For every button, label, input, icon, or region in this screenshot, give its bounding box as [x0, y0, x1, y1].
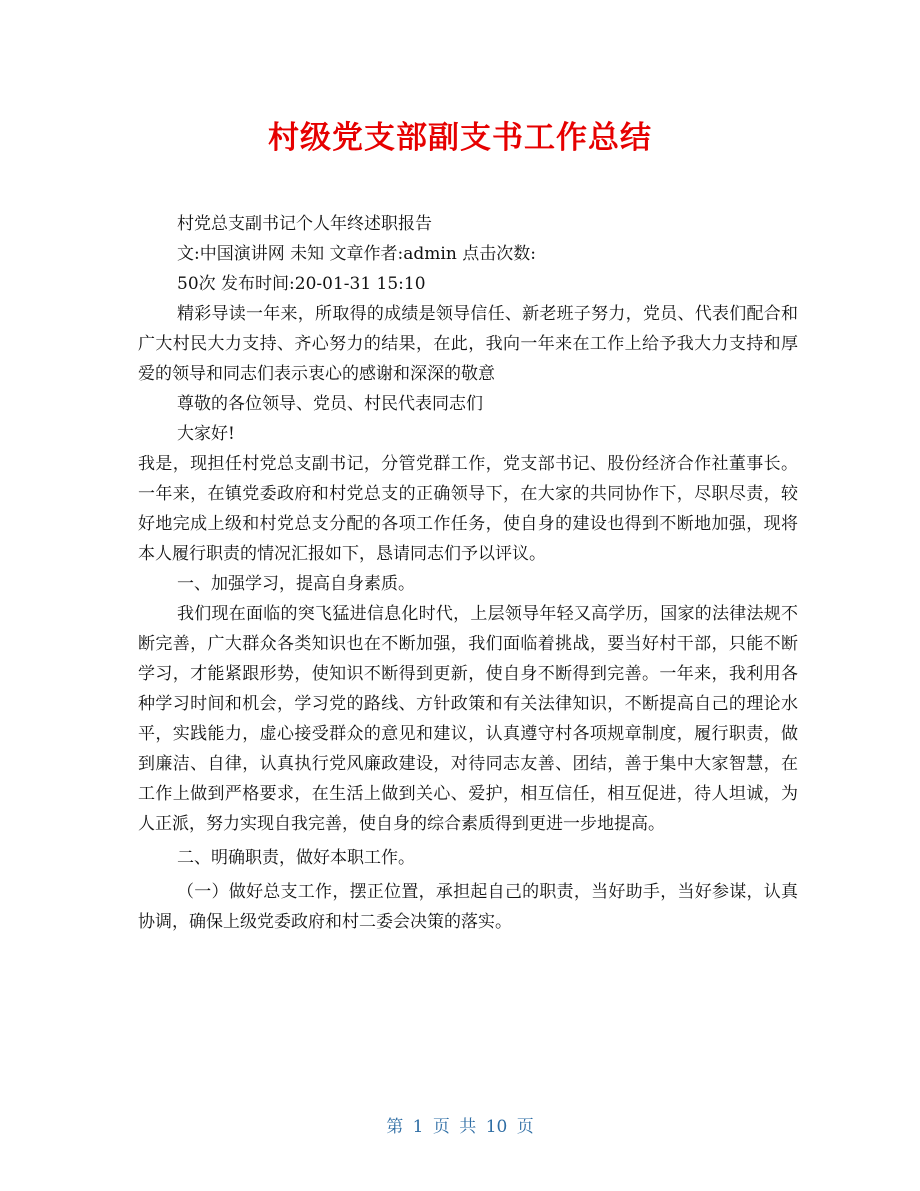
publish-info: 50次 发布时间:20-01-31 15:10 — [177, 274, 426, 294]
greeting: 大家好! — [177, 424, 235, 444]
self-introduction-paragraph: 我是，现担任村党总支副书记，分管党群工作，党支部书记、股份经济合作社董事长。一年来，在镇党委政府和村党总支的正确领导下，在大家的共同协作下，尽职尽责，较好地完成上级和村党总支分配的各项工作任务，使自身的建设也得到不断地加强，现将本人履行职责的情况汇报如下，恳请同志们予以评议。 — [138, 454, 798, 564]
section-1-paragraph: 我们现在面临的突飞猛进信息化时代，上层领导年轻又高学历，国家的法律法规不断完善，广大群众各类知识也在不断加强，我们面临着挑战，要当好村干部，只能不断学习，才能紧跟形势，使知识不断得到更新，使自身不断得到完善。一年来，我利用各种学习时间和机会，学习党的路线、方针政策和有关法律知识，不断提高自己的理论水平，实践能力，虚心接受群众的意见和建议，认真遵守村各项规章制度，履行职责，做到廉洁、自律，认真执行党风廉政建设，对待同志友善、团结，善于集中大家智慧，在工作上做到严格要求，在生活上做到关心、爱护，相互信任，相互促进，待人坦诚，为人正派，努力实现自我完善，使自身的综合素质得到更进一步地提高。 — [138, 604, 798, 834]
section-heading-1: 一、加强学习，提高自身素质。 — [177, 574, 415, 594]
section-2-item-1: （一）做好总支工作，摆正位置，承担起自己的职责，当好助手，当好参谋，认真协调，确保上级党委政府和村二委会决策的落实。 — [138, 882, 798, 932]
source-line: 文:中国演讲网 未知 文章作者:admin 点击次数: — [177, 244, 536, 264]
salutation: 尊敬的各位领导、党员、村民代表同志们 — [177, 394, 483, 414]
page-number-footer: 第 1 页 共 10 页 — [386, 1117, 534, 1137]
section-heading-2: 二、明确职责，做好本职工作。 — [177, 848, 415, 868]
intro-paragraph: 精彩导读一年来，所取得的成绩是领导信任、新老班子努力，党员、代表们配合和广大村民大力支持、齐心努力的结果，在此，我向一年来在工作上给予我大力支持和厚爱的领导和同志们表示衷心的感谢和深深的敬意 — [138, 304, 798, 384]
report-subtitle: 村党总支副书记个人年终述职报告 — [177, 214, 432, 234]
document-title: 村级党支部副支书工作总结 — [268, 120, 652, 156]
document-body — [138, 209, 798, 937]
